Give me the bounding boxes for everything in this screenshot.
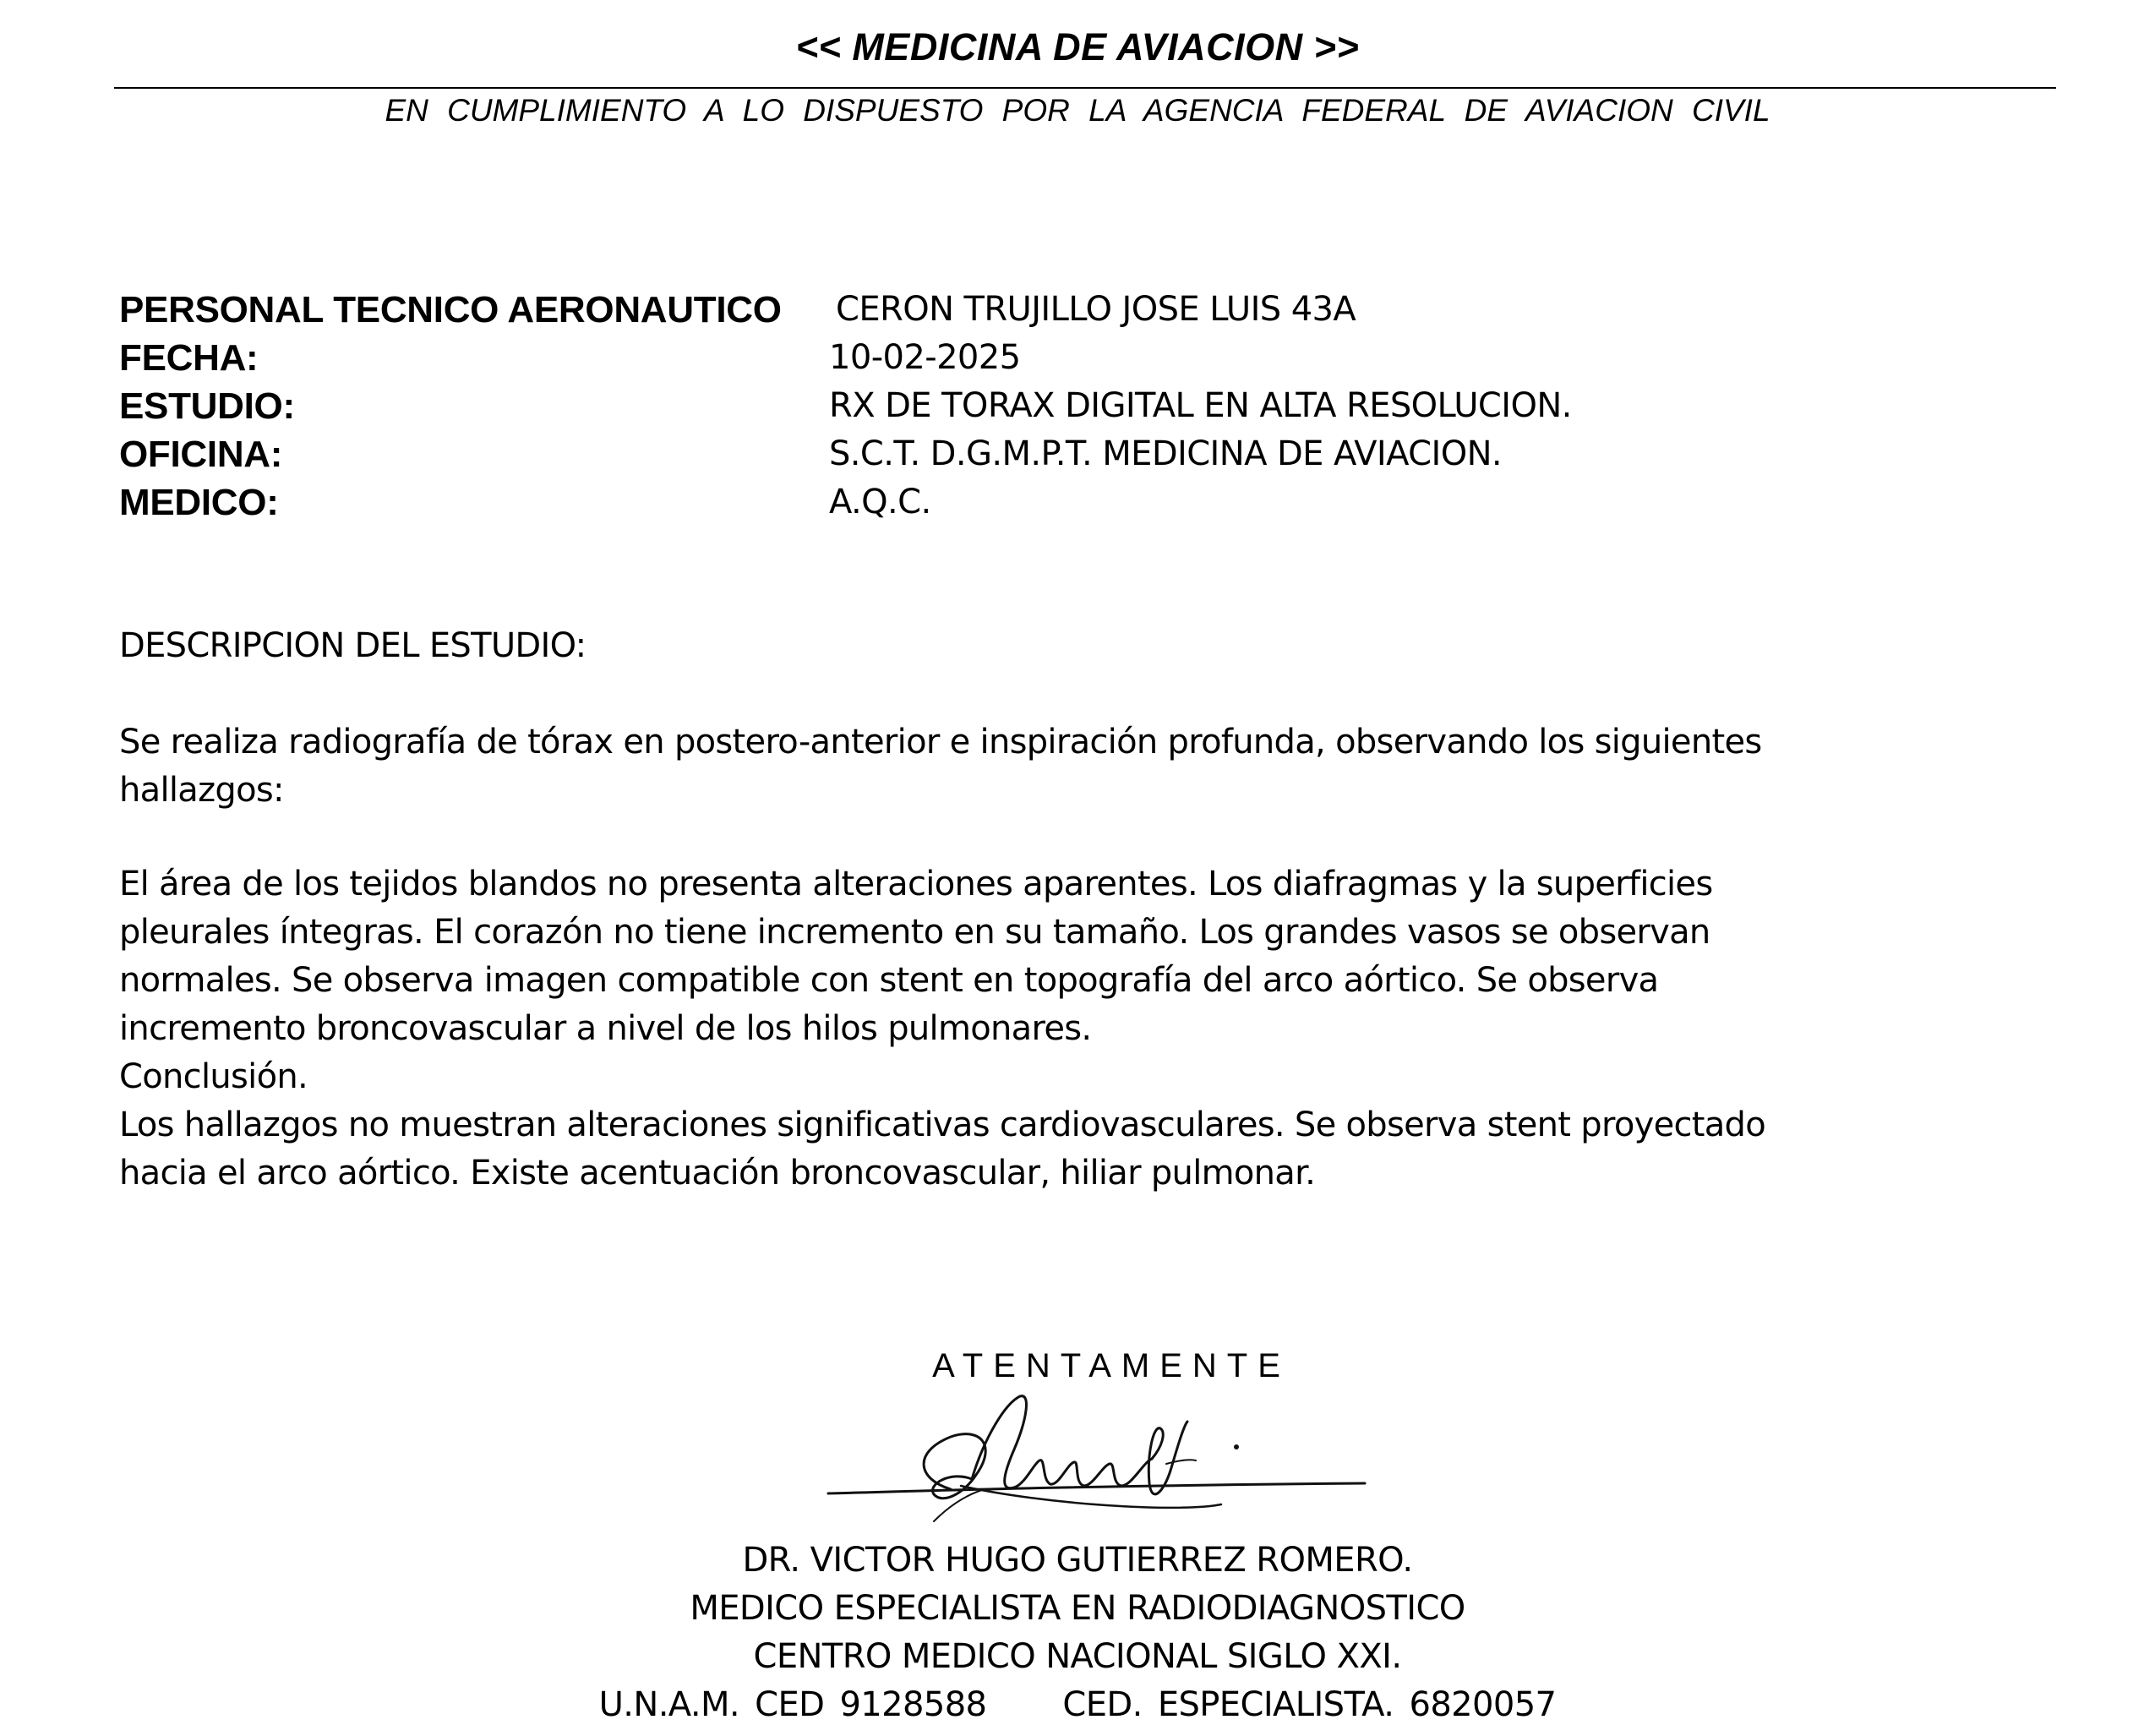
field-label-fecha: FECHA: [119,337,259,379]
field-value-personal: CERON TRUJILLO JOSE LUIS 43A [836,290,1356,329]
field-row-personal [119,286,2063,334]
doctor-name: DR. VICTOR HUGO GUTIERREZ ROMERO. [742,1541,1413,1580]
field-label-estudio: ESTUDIO: [119,385,295,427]
description-intro: Se realiza radiografía de tórax en postero-anterior e inspiración profunda, observando los siguientes hallazgos: [119,723,1762,810]
description-findings: El área de los tejidos blandos no presenta alteraciones aparentes. Los diafragmas y la superficies pleurales íntegras. El corazón no tiene incremento en su tamaño. Los grandes vasos se observan normales. Se observa imagen compatible con stent en topografía del arco aórtico. Se observa incremento broncovascular a nivel de los hilos pulmonares. Conclusión. Los hallazgos no muestran alteraciones significativas cardiovasculares. Se observa stent proyectado hacia el arco aórtico. Existe acentuación broncovascular, hiliar pulmonar. [119,865,1766,1193]
field-value-estudio: RX DE TORAX DIGITAL EN ALTA RESOLUCION. [829,386,1572,425]
ced-specialist: CED. ESPECIALISTA. 6820057 [1062,1685,1557,1724]
document-title: << MEDICINA DE AVIACION >> [795,25,1360,68]
field-row-oficina [119,430,2063,478]
signature-image [824,1386,1382,1547]
closing-salutation: ATENTAMENTE [932,1347,1290,1384]
signature-dot [1234,1444,1239,1449]
field-row-medico [119,478,2063,527]
field-row-estudio [119,382,2063,430]
field-label-medico: MEDICO: [119,482,279,523]
field-row-fecha [119,334,2063,382]
description-heading: DESCRIPCION DEL ESTUDIO: [119,626,586,665]
doctor-credentials [0,1681,2155,1729]
ced-unam: U.N.A.M. CED 9128588 [598,1685,987,1724]
patient-fields [119,286,2063,527]
field-value-fecha: 10-02-2025 [829,338,1021,377]
field-label-oficina: OFICINA: [119,434,283,475]
doctor-specialty: MEDICO ESPECIALISTA EN RADIODIAGNOSTICO [690,1589,1465,1628]
field-label-personal: PERSONAL TECNICO AERONAUTICO [119,289,782,330]
field-value-oficina: S.C.T. D.G.M.P.T. MEDICINA DE AVIACION. [829,434,1503,473]
document-subtitle: EN CUMPLIMIENTO A LO DISPUESTO POR LA AGENCIA FEDERAL DE AVIACION CIVIL [385,93,1770,128]
title-divider [114,87,2056,89]
field-value-medico: A.Q.C. [829,483,931,521]
doctor-institution: CENTRO MEDICO NACIONAL SIGLO XXI. [753,1637,1402,1676]
